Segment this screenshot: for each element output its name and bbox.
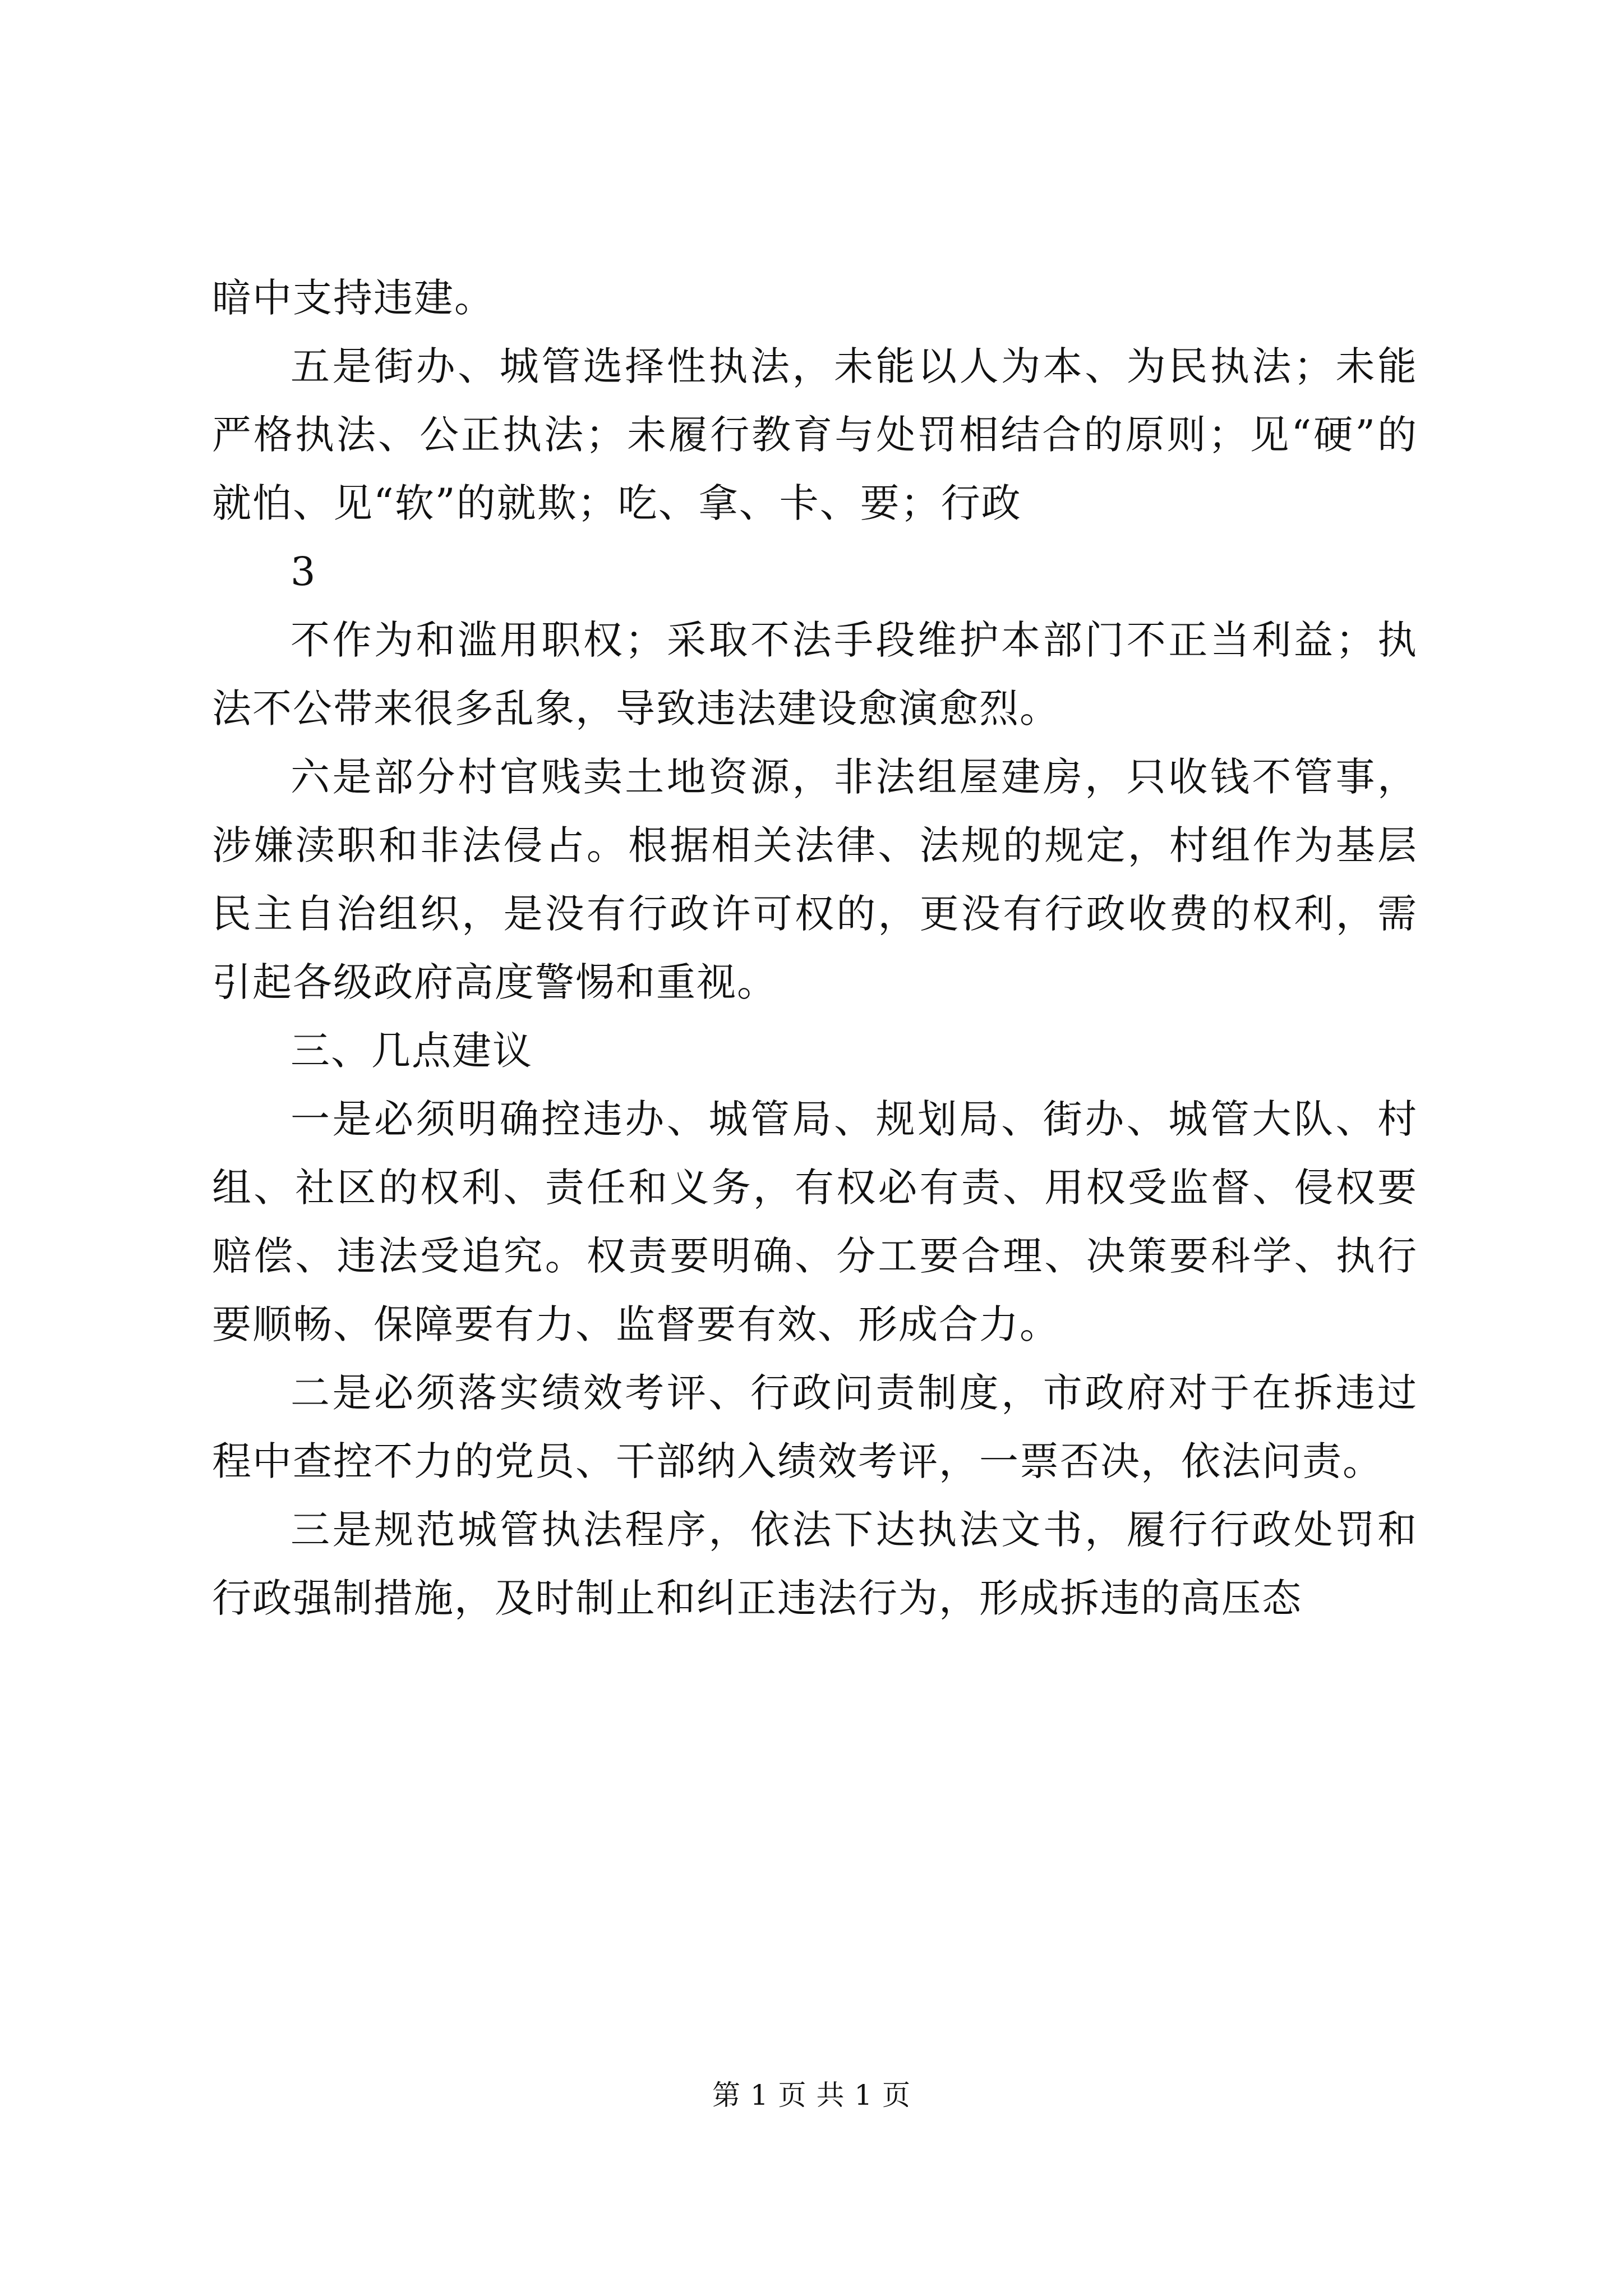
document-body — [212, 264, 1418, 1632]
section-heading-suggestions: 三、几点建议 — [291, 1028, 533, 1074]
paragraph-suggestion-one: 一是必须明确控违办、城管局、规划局、街办、城管大队、村组、社区的权利、责任和义务，有权必有责、用权受监督、侵权要赔偿、违法受追究。权责要明确、分工要合理、决策要科学、执行要顺畅、保障要有力、监督要有效、形成合力。 — [212, 1096, 1418, 1347]
paragraph-suggestion-three: 三是规范城管执法程序，依法下达执法文书，履行行政处罚和行政强制措施，及时制止和纠正违法行为，形成拆违的高压态 — [212, 1507, 1418, 1621]
paragraph-continuation: 暗中支持违建。 — [212, 275, 495, 321]
page-footer — [0, 2078, 1623, 2112]
inline-page-number: 3 — [291, 549, 317, 595]
paragraph-point-six: 六是部分村官贱卖土地资源，非法组屋建房，只收钱不管事，涉嫌渎职和非法侵占。根据相关法律、法规的规定，村组作为基层民主自治组织，是没有行政许可权的，更没有行政收费的权利，需引起各级政府高度警惕和重视。 — [212, 754, 1418, 1005]
paragraph-point-five: 五是街办、城管选择性执法，未能以人为本、为民执法；未能严格执法、公正执法；未履行教育与处罚相结合的原则；见“硬”的就怕、见“软”的就欺；吃、拿、卡、要；行政 — [212, 343, 1418, 526]
paragraph-suggestion-two: 二是必须落实绩效考评、行政问责制度，市政府对于在拆违过程中查控不力的党员、干部纳入绩效考评，一票否决，依法问责。 — [212, 1370, 1418, 1484]
page-indicator: 第 1 页 共 1 页 — [712, 2079, 911, 2111]
paragraph-point-five-continued: 不作为和滥用职权；采取不法手段维护本部门不正当利益；执法不公带来很多乱象，导致违法建设愈演愈烈。 — [212, 617, 1418, 731]
